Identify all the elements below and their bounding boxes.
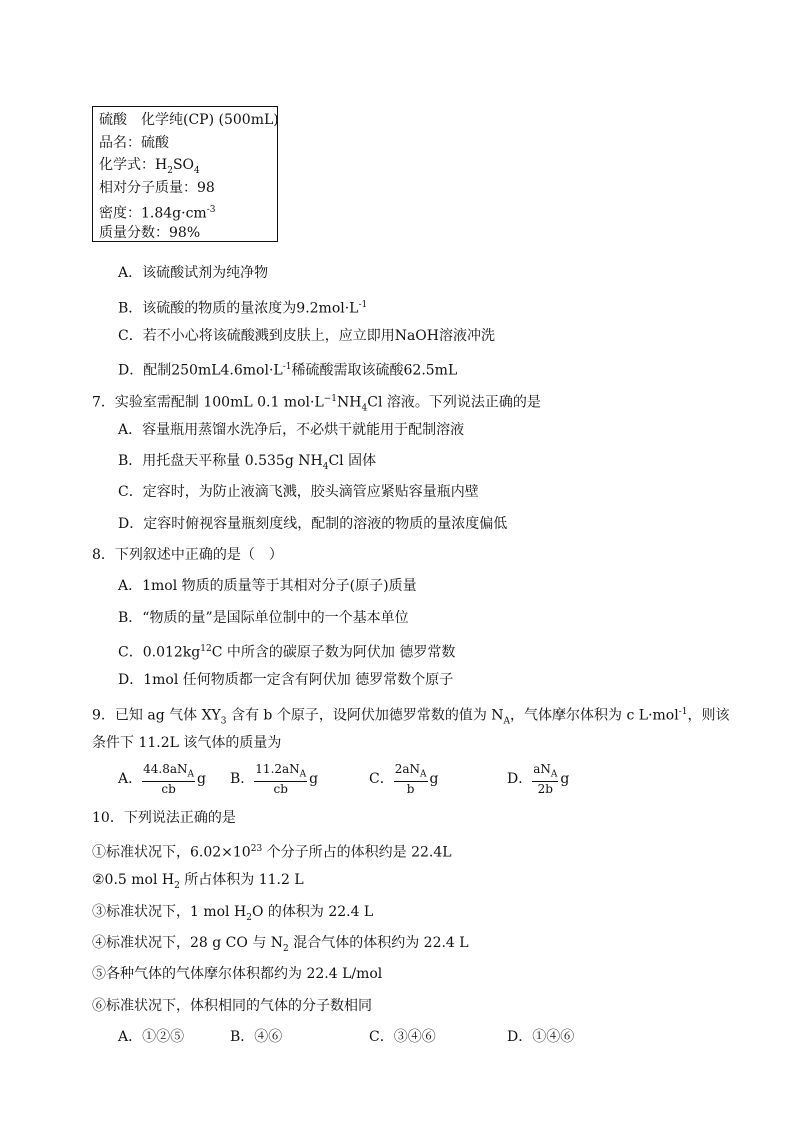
q9-option-a-fraction: $\frac{44.8aN_A}{cb}$ [143, 762, 194, 797]
q9-option-b-fraction: $\frac{11.2aN_A}{cb}$ [255, 762, 307, 797]
q7-option-d: D．定容时俯视容量瓶刻度线，配制的溶液的物质的量浓度偏低 [118, 516, 508, 532]
q7-option-c: C．定容时，为防止液滴飞溅，胶头滴管应紧贴容量瓶内壁 [118, 484, 479, 500]
label-line-density: 密度：$1.84g\cdot cm^{-3}$ [99, 205, 216, 222]
q10-statement-2: ②0.5 mol $H_2$ 所占体积为 11.2 L [92, 872, 304, 891]
q8-option-a: A．1mol 物质的质量等于其相对分子(原子)质量 [118, 578, 417, 594]
q7-option-a: A．容量瓶用蒸馏水洗净后，不必烘干就能用于配制溶液 [118, 422, 465, 438]
q6-option-d: D．配制$250mL4.6mol\cdot L^{-1}$稀硫酸需取该硫酸62.5mL [118, 362, 458, 379]
q9-stem-line1: 9．已知 ag 气体 $XY_3$ 含有 b 个原子，设阿伏加德罗常数的值为 $N_A$，气体摩尔体积为 c L·mol$^{-1}$，则该 [92, 707, 730, 727]
label-line-molar-mass: 相对分子质量：98 [99, 179, 215, 196]
q7-stem: 7．实验室需配制 100mL 0.1 $mol\cdot L^{-1}NH_4Cl$ 溶液。下列说法正确的是 [92, 394, 541, 414]
label-line-name: 品名：硫酸 [99, 134, 169, 151]
q10-option-a: A．①②⑤ [118, 1029, 185, 1045]
label-line-mass-fraction: 质量分数：98% [99, 224, 201, 241]
q8-stem: 8．下列叙述中正确的是（ ） [92, 547, 283, 563]
q10-statement-6: ⑥标准状况下，体积相同的气体的分子数相同 [92, 998, 372, 1014]
q10-statement-5: ⑤各种气体的气体摩尔体积都约为 22.4 L/mol [92, 966, 383, 982]
q10-statement-1: ①标准状况下，$6.02\times 10^{23}$ 个分子所占的体积约是 22.4L [92, 844, 452, 861]
label-line-title: 硫酸 化学纯(CP) (500mL) [99, 112, 279, 128]
q9-option-a: A． $\frac{44.8aN_A}{cb}$ g [118, 762, 206, 797]
q10-stem: 10．下列说法正确的是 [92, 810, 236, 826]
q6-option-a: A．该硫酸试剂为纯净物 [118, 265, 269, 281]
q9-option-c-fraction: $\frac{2aN_A}{b}$ [394, 762, 427, 797]
q9-option-d-fraction: $\frac{aN_A}{2b}$ [533, 762, 558, 797]
q10-option-c: C．③④⑥ [369, 1029, 436, 1045]
q10-statement-4: ④标准状况下，28 g CO 与 $N_2$ 混合气体的体积约为 22.4 L [92, 935, 469, 954]
q9-option-d: D． $\frac{aN_A}{2b}$ g [507, 762, 570, 797]
q8-option-b: B．“物质的量”是国际单位制中的一个基本单位 [118, 610, 409, 626]
q6-option-c: C．若不小心将该硫酸溅到皮肤上，应立即用NaOH溶液冲洗 [118, 328, 495, 344]
q10-option-b: B．④⑥ [230, 1029, 283, 1045]
q10-option-d: D．①④⑥ [507, 1029, 575, 1045]
q9-option-c: C． $\frac{2aN_A}{b}$ g [369, 762, 439, 797]
q7-option-b: B．用托盘天平称量 0.535g $NH_4Cl$ 固体 [118, 453, 377, 472]
q8-option-d: D．1mol 任何物质都一定含有阿伏加 德罗常数个原子 [118, 672, 454, 688]
reagent-label-box [92, 106, 278, 242]
q6-option-b: B．该硫酸的物质的量浓度为$9.2mol\cdot L^{-1}$ [118, 300, 368, 317]
q10-statement-3: ③标准状况下，1 mol $H_2O$ 的体积为 22.4 L [92, 904, 374, 923]
q8-option-c: C．$0.012kg^{12}C$ 中所含的碳原子数为阿伏加 德罗常数 [118, 644, 456, 661]
q9-option-b: B． $\frac{11.2aN_A}{cb}$ g [230, 762, 319, 797]
label-line-formula: 化学式：$H_2SO_4$ [99, 157, 200, 176]
q9-stem-line2: 条件下 11.2L 该气体的质量为 [92, 735, 282, 751]
